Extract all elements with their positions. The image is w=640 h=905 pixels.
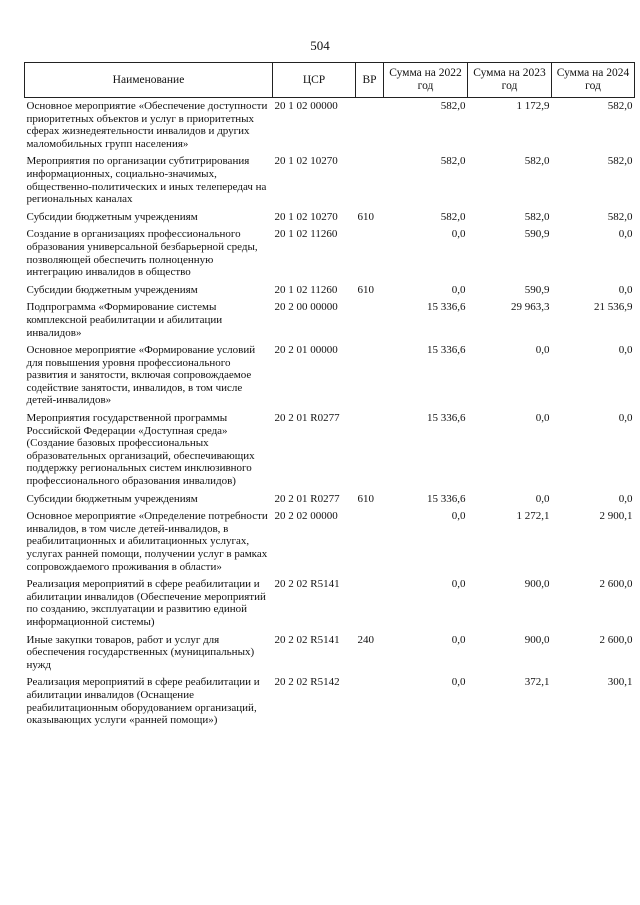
row-2022: 15 336,6 — [427, 492, 466, 505]
header-2024: Сумма на 2024 год — [552, 63, 635, 98]
row-csr: 20 2 00 00000 — [274, 301, 338, 314]
table-row — [25, 98, 635, 154]
row-csr: 20 2 01 R0277 — [274, 492, 340, 505]
row-2024: 582,0 — [607, 100, 633, 112]
row-2022: 15 336,6 — [427, 344, 466, 357]
row-name: Мероприятия по организации субтитрирования информационных, социально-значимых, общественно-политических и иных телепередач на региональных каналах — [26, 155, 267, 206]
table-header-row — [25, 63, 635, 98]
row-2023: 582,0 — [524, 155, 550, 168]
row-csr: 20 2 01 00000 — [274, 344, 338, 357]
row-2023: 0,0 — [535, 412, 550, 425]
row-2024: 0,0 — [618, 283, 633, 296]
row-name: Реализация мероприятий в сфере реабилитации и абилитации инвалидов (Оснащение реабилитационным оборудованием организаций, оказывающих услуги «ранней помощи») — [26, 676, 260, 727]
row-2024: 582,0 — [607, 210, 633, 223]
row-name: Иные закупки товаров, работ и услуг для обеспечения государственных (муниципальных) нужд — [26, 633, 255, 671]
row-vr — [356, 98, 384, 154]
page-number: 504 — [310, 38, 330, 53]
row-vr — [356, 576, 384, 631]
row-csr: 20 2 02 00000 — [274, 510, 338, 523]
row-2024: 2 900,1 — [599, 510, 633, 523]
row-vr — [356, 410, 384, 491]
row-name: Основное мероприятие «Обеспечение доступности приоритетных объектов и услуг в приоритетных сферах жизнедеятельности инвалидов и других маломобильных групп населения» — [26, 100, 268, 150]
row-2022: 0,0 — [451, 633, 466, 646]
row-2022: 0,0 — [451, 578, 466, 591]
row-csr: 20 2 02 R5142 — [274, 676, 340, 689]
row-2023: 900,0 — [524, 578, 550, 591]
row-name: Создание в организациях профессионального образования универсальной безбарьерной среды, позволяющей обеспечить полноценную интеграцию инвалидов в общество — [26, 228, 258, 279]
row-name: Реализация мероприятий в сфере реабилитации и абилитации инвалидов (Обеспечение мероприятий по созданию, эксплуатации и развитию единой информационной системы) — [26, 578, 266, 628]
table-row — [25, 576, 635, 631]
row-csr: 20 1 02 11260 — [274, 228, 338, 241]
row-2023: 29 963,3 — [511, 301, 550, 314]
row-2023: 590,9 — [524, 283, 550, 296]
row-2024: 2 600,0 — [599, 633, 633, 646]
row-2022: 15 336,6 — [427, 412, 466, 425]
row-vr: 610 — [357, 492, 374, 505]
row-2023: 0,0 — [535, 492, 550, 505]
header-name: Наименование — [25, 63, 273, 98]
row-2024: 0,0 — [618, 228, 633, 241]
row-2022: 582,0 — [440, 100, 466, 112]
row-2023: 590,9 — [524, 228, 550, 241]
row-2023: 0,0 — [535, 344, 550, 357]
table-row — [25, 674, 635, 729]
row-2022: 15 336,6 — [427, 301, 466, 314]
row-csr: 20 1 02 10270 — [274, 210, 338, 223]
row-name: Основное мероприятие «Формирование условий для повышения уровня профессионального развития и занятости, включая сопровождаемое содействие занятости, инвалидов, в том числе детей-инвалидов» — [26, 344, 256, 407]
row-csr: 20 1 02 11260 — [274, 283, 338, 296]
table-body — [25, 98, 635, 730]
budget-table — [24, 62, 635, 730]
table-row — [25, 153, 635, 208]
row-vr — [356, 508, 384, 576]
row-2024: 21 536,9 — [594, 301, 633, 314]
row-2024: 582,0 — [607, 155, 633, 168]
row-2024: 0,0 — [618, 412, 633, 425]
row-vr — [356, 153, 384, 208]
row-csr: 20 1 02 00000 — [274, 100, 338, 112]
row-vr — [356, 674, 384, 729]
row-2024: 0,0 — [618, 492, 633, 505]
row-name: Основное мероприятие «Определение потребности инвалидов, в том числе детей-инвалидов, в реабилитационных и абилитационных услугах, услугах ранней помощи, получении услуг в рамках сопровождаемого проживания в области» — [26, 510, 268, 573]
header-vr: ВР — [356, 63, 384, 98]
row-csr: 20 2 02 R5141 — [274, 633, 340, 646]
row-2022: 582,0 — [440, 210, 466, 223]
table-row — [25, 342, 635, 410]
row-vr — [356, 342, 384, 410]
row-2022: 582,0 — [440, 155, 466, 168]
row-csr: 20 1 02 10270 — [274, 155, 338, 168]
row-name: Субсидии бюджетным учреждениям — [26, 283, 198, 296]
row-csr: 20 2 02 R5141 — [274, 578, 340, 591]
row-name: Подпрограмма «Формирование системы комплексной реабилитации и абилитации инвалидов» — [26, 301, 223, 339]
row-2022: 0,0 — [451, 283, 466, 296]
row-2023: 582,0 — [524, 210, 550, 223]
row-2024: 300,1 — [607, 676, 633, 689]
table-row — [25, 209, 635, 227]
table-row — [25, 491, 635, 509]
header-2023: Сумма на 2023 год — [468, 63, 552, 98]
row-2022: 0,0 — [451, 676, 466, 689]
header-2022: Сумма на 2022 год — [384, 63, 468, 98]
row-name: Субсидии бюджетным учреждениям — [26, 210, 198, 223]
row-vr: 240 — [357, 633, 374, 646]
row-2023: 1 272,1 — [516, 510, 550, 523]
row-2023: 1 172,9 — [516, 100, 550, 112]
row-name: Мероприятия государственной программы Российской Федерации «Доступная среда» (Создание базовых профессиональных образовательных организаций, обеспечивающих поддержку региональных систем инклюзивного профессионального образования инвалидов) — [26, 412, 255, 488]
row-vr: 610 — [357, 283, 374, 296]
row-2023: 372,1 — [524, 676, 550, 689]
header-csr: ЦСР — [273, 63, 356, 98]
table-row — [25, 299, 635, 342]
table-row — [25, 226, 635, 281]
table-row — [25, 508, 635, 576]
row-name: Субсидии бюджетным учреждениям — [26, 492, 198, 505]
row-2024: 2 600,0 — [599, 578, 633, 591]
row-vr: 610 — [357, 210, 374, 223]
table-row — [25, 282, 635, 300]
row-csr: 20 2 01 R0277 — [274, 412, 340, 425]
row-vr — [356, 226, 384, 281]
row-2023: 900,0 — [524, 633, 550, 646]
table-row — [25, 410, 635, 491]
row-2024: 0,0 — [618, 344, 633, 357]
table-row — [25, 632, 635, 675]
row-vr — [356, 299, 384, 342]
row-2022: 0,0 — [451, 510, 466, 523]
row-2022: 0,0 — [451, 228, 466, 241]
